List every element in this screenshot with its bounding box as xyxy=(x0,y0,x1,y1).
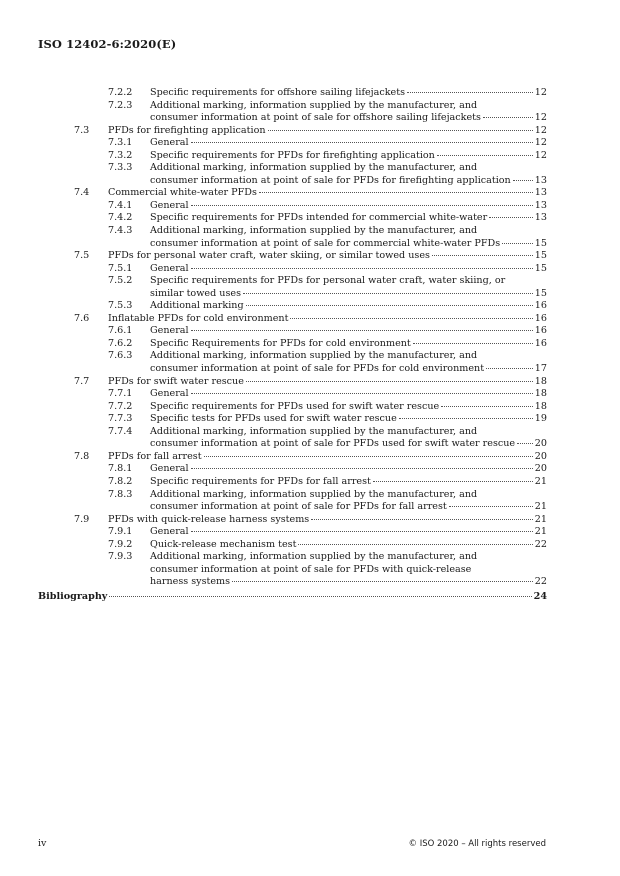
toc-entry-text-line: Quick-release mechanism test xyxy=(150,538,297,550)
toc-entry-page: 20 xyxy=(534,463,547,475)
toc-entry[interactable] xyxy=(0,263,620,276)
toc-entry[interactable] xyxy=(0,187,620,200)
toc-entry-number: 7.4.3 xyxy=(108,225,133,237)
toc-entry-title xyxy=(150,551,547,589)
toc-entry-title xyxy=(150,489,547,514)
toc-entry-bibliography[interactable] xyxy=(0,591,620,604)
toc-entry-text-line: Bibliography xyxy=(38,590,108,602)
toc-entry-text-line: Commercial white-water PFDs xyxy=(108,187,257,199)
toc-entry[interactable] xyxy=(0,275,620,300)
dot-leader xyxy=(449,506,533,507)
toc-entry[interactable] xyxy=(0,313,620,326)
toc-entry-number: 7.3.1 xyxy=(108,137,133,149)
toc-entry-text-line: Specific requirements for PFDs for fall arrest xyxy=(150,475,371,487)
toc-entry-page: 16 xyxy=(534,337,547,349)
toc-entry-text-line: consumer information at point of sale for PFDs for firefighting application xyxy=(150,174,511,186)
toc-entry-number: 7.4 xyxy=(74,187,90,199)
toc-entry-page: 13 xyxy=(534,212,547,224)
toc-entry[interactable] xyxy=(0,200,620,213)
toc-entry-number: 7.5.2 xyxy=(108,275,133,287)
dot-leader xyxy=(191,142,533,143)
toc-entry-number: 7.5 xyxy=(74,250,90,262)
toc-entry-title xyxy=(150,338,547,351)
dot-leader xyxy=(191,205,533,206)
dot-leader xyxy=(191,268,533,269)
toc-entry-text-line: Inflatable PFDs for cold environment xyxy=(108,312,289,324)
toc-entry-text-line: PFDs for fall arrest xyxy=(108,450,202,462)
toc-entry-page: 21 xyxy=(534,475,547,487)
toc-entry-text-line: Specific Requirements for PFDs for cold environment xyxy=(150,337,411,349)
toc-entry-title xyxy=(38,591,547,604)
toc-entry-title xyxy=(150,413,547,426)
dot-leader xyxy=(441,406,533,407)
toc-entry-number: 7.3 xyxy=(74,124,90,136)
toc-entry-title xyxy=(150,137,547,150)
toc-entry-title xyxy=(108,514,547,527)
toc-entry[interactable] xyxy=(0,300,620,313)
toc-entry-number: 7.3.3 xyxy=(108,162,133,174)
toc-entry-title xyxy=(150,263,547,276)
toc-entry-title xyxy=(108,313,547,326)
toc-entry-text-line: consumer information at point of sale for PFDs for cold environment xyxy=(150,363,485,375)
toc-entry-number: 7.9.1 xyxy=(108,526,133,538)
toc-entry-title xyxy=(108,125,547,138)
toc-entry-number: 7.7 xyxy=(74,375,90,387)
toc-entry-text-line: PFDs for swift water rescue xyxy=(108,375,244,387)
toc-entry-number: 7.6 xyxy=(74,312,90,324)
toc-entry-text-line: consumer information at point of sale for PFDs with quick-release xyxy=(150,563,472,575)
dot-leader xyxy=(311,519,533,520)
dot-leader xyxy=(246,305,533,306)
toc-entry[interactable] xyxy=(0,401,620,414)
toc-entry[interactable] xyxy=(0,376,620,389)
toc-entry-text-line: consumer information at point of sale for PFDs used for swift water rescue xyxy=(150,438,516,450)
dot-leader xyxy=(432,255,533,256)
toc-entry-text-line: PFDs for personal water craft, water skiing, or similar towed uses xyxy=(108,250,430,262)
toc-entry-number: 7.6.3 xyxy=(108,350,133,362)
toc-entry-title xyxy=(108,451,547,464)
dot-leader xyxy=(407,92,533,93)
toc-entry-text-line: Specific requirements for PFDs used for swift water rescue xyxy=(150,400,440,412)
toc-entry-page: 16 xyxy=(534,300,547,312)
dot-leader xyxy=(290,318,532,319)
toc-entry-text-line: General xyxy=(150,463,189,475)
toc-entry-page: 12 xyxy=(534,137,547,149)
dot-leader xyxy=(259,192,533,193)
toc-entry-text-line: PFDs with quick-release harness systems xyxy=(108,513,310,525)
toc-entry-number: 7.2.3 xyxy=(108,99,133,111)
toc-entry-title xyxy=(150,225,547,250)
dot-leader xyxy=(373,481,533,482)
dot-leader xyxy=(399,418,533,419)
toc-entry-text-line: General xyxy=(150,388,189,400)
toc-entry[interactable] xyxy=(0,413,620,426)
toc-entry-page: 21 xyxy=(534,501,547,513)
toc-entry-page: 22 xyxy=(534,576,547,588)
toc-entry-text-line: Additional marking, information supplied by the manufacturer, and xyxy=(150,225,478,237)
toc-entry[interactable] xyxy=(0,476,620,489)
dot-leader xyxy=(486,368,533,369)
toc-entry-number: 7.7.3 xyxy=(108,413,133,425)
dot-leader xyxy=(191,393,533,394)
toc-entry-page: 24 xyxy=(533,590,547,602)
toc-entry-text-line: consumer information at point of sale for commercial white-water PFDs xyxy=(150,237,501,249)
toc-entry[interactable] xyxy=(0,426,620,451)
toc-entry-number: 7.5.3 xyxy=(108,300,133,312)
dot-leader xyxy=(243,293,533,294)
toc-entry-text-line: General xyxy=(150,137,189,149)
document-id-header: ISO 12402-6:2020(E) xyxy=(38,37,177,51)
toc-entry-title xyxy=(150,350,547,375)
dot-leader xyxy=(109,596,531,597)
dot-leader xyxy=(268,130,533,131)
toc-entry-page: 12 xyxy=(534,149,547,161)
toc-entry[interactable] xyxy=(0,388,620,401)
toc-entry-page: 12 xyxy=(534,87,547,98)
toc-entry-number: 7.8 xyxy=(74,450,90,462)
toc-entry-number: 7.2.2 xyxy=(108,87,133,98)
dot-leader xyxy=(191,531,533,532)
toc-entry-title xyxy=(150,526,547,539)
toc-entry-number: 7.7.2 xyxy=(108,400,133,412)
toc-entry-number: 7.6.1 xyxy=(108,325,133,337)
toc-entry[interactable] xyxy=(0,137,620,150)
dot-leader xyxy=(489,217,533,218)
toc-entry-page: 16 xyxy=(534,325,547,337)
toc-entry-text-line: Additional marking, information supplied by the manufacturer, and xyxy=(150,425,478,437)
dot-leader xyxy=(413,343,533,344)
toc-entry-text-line: Specific requirements for PFDs intended for commercial white-water xyxy=(150,212,488,224)
toc-entry-page: 13 xyxy=(534,174,547,186)
toc-entry-number: 7.4.1 xyxy=(108,199,133,211)
toc-entry-title xyxy=(150,100,547,125)
toc-entry-text-line: Specific tests for PFDs used for swift water rescue xyxy=(150,413,397,425)
dot-leader xyxy=(191,330,533,331)
toc-entry-page: 15 xyxy=(534,262,547,274)
toc-entry-title xyxy=(108,250,547,263)
dot-leader xyxy=(513,180,533,181)
toc-entry[interactable] xyxy=(0,87,620,100)
toc-entry[interactable] xyxy=(0,150,620,163)
toc-entry-page: 21 xyxy=(534,526,547,538)
toc-entry[interactable] xyxy=(0,212,620,225)
toc-entry-text-line: consumer information at point of sale for offshore sailing lifejackets xyxy=(150,112,481,124)
toc-entry-number: 7.8.2 xyxy=(108,475,133,487)
toc-entry-page: 13 xyxy=(534,199,547,211)
table-of-contents xyxy=(0,87,620,603)
toc-entry-title xyxy=(150,539,547,552)
toc-entry[interactable] xyxy=(0,250,620,263)
toc-entry[interactable] xyxy=(0,325,620,338)
toc-entry-text-line: harness systems xyxy=(150,576,231,588)
toc-entry-text-line: General xyxy=(150,526,189,538)
toc-entry[interactable] xyxy=(0,350,620,375)
toc-entry-title xyxy=(150,300,547,313)
toc-entry-page: 20 xyxy=(534,438,547,450)
toc-entry[interactable] xyxy=(0,100,620,125)
toc-entry-title xyxy=(150,463,547,476)
toc-entry-page: 12 xyxy=(534,112,547,124)
toc-entry-page: 15 xyxy=(534,237,547,249)
toc-entry-title xyxy=(150,150,547,163)
toc-entry-page: 18 xyxy=(534,388,547,400)
toc-entry[interactable] xyxy=(0,225,620,250)
toc-entry-title xyxy=(150,325,547,338)
toc-entry-text-line: Specific requirements for PFDs for firefighting application xyxy=(150,149,435,161)
toc-entry-text-line: General xyxy=(150,262,189,274)
toc-entry-page: 21 xyxy=(534,513,547,525)
toc-entry-page: 22 xyxy=(534,538,547,550)
toc-entry-number: 7.9.2 xyxy=(108,538,133,550)
toc-entry-page: 13 xyxy=(534,187,547,199)
toc-entry-page: 15 xyxy=(534,250,547,262)
toc-entry-number: 7.9 xyxy=(74,513,90,525)
toc-entry-title xyxy=(150,200,547,213)
toc-entry-page: 12 xyxy=(534,124,547,136)
dot-leader xyxy=(502,243,533,244)
toc-entry-title xyxy=(150,388,547,401)
dot-leader xyxy=(483,117,533,118)
toc-entry-text-line: Additional marking, information supplied by the manufacturer, and xyxy=(150,162,478,174)
toc-entry-text-line: Specific requirements for PFDs for personal water craft, water skiing, or xyxy=(150,275,506,287)
dot-leader xyxy=(517,443,533,444)
toc-entry-title xyxy=(150,401,547,414)
toc-entry-title xyxy=(150,426,547,451)
toc-entry-number: 7.8.1 xyxy=(108,463,133,475)
dot-leader xyxy=(191,468,533,469)
toc-entry-page: 19 xyxy=(534,413,547,425)
toc-entry-number: 7.5.1 xyxy=(108,262,133,274)
toc-entry[interactable] xyxy=(0,338,620,351)
toc-entry-title xyxy=(150,212,547,225)
toc-entry-text-line: General xyxy=(150,199,189,211)
toc-entry[interactable] xyxy=(0,162,620,187)
toc-entry-text-line: Additional marking, information supplied by the manufacturer, and xyxy=(150,551,478,563)
toc-entry-page: 18 xyxy=(534,400,547,412)
toc-entry-page: 17 xyxy=(534,363,547,375)
dot-leader xyxy=(204,456,533,457)
toc-entry-page: 16 xyxy=(534,312,547,324)
toc-entry-title xyxy=(108,187,547,200)
toc-entry[interactable] xyxy=(0,463,620,476)
dot-leader xyxy=(246,381,533,382)
dot-leader xyxy=(437,155,533,156)
toc-entry[interactable] xyxy=(0,514,620,527)
toc-entry-number: 7.7.1 xyxy=(108,388,133,400)
toc-entry[interactable] xyxy=(0,451,620,464)
toc-entry-text-line: Additional marking xyxy=(150,300,244,312)
toc-entry-text-line: Additional marking, information supplied by the manufacturer, and xyxy=(150,488,478,500)
copyright-notice: © ISO 2020 – All rights reserved xyxy=(408,839,546,849)
toc-entry-title xyxy=(150,87,547,100)
toc-entry[interactable] xyxy=(0,551,620,589)
toc-entry-number: 7.9.3 xyxy=(108,551,133,563)
toc-entry-title xyxy=(150,275,547,300)
toc-entry-text-line: Additional marking, information supplied by the manufacturer, and xyxy=(150,99,478,111)
toc-entry-text-line: General xyxy=(150,325,189,337)
toc-entry-number: 7.4.2 xyxy=(108,212,133,224)
dot-leader xyxy=(232,581,533,582)
toc-entry[interactable] xyxy=(0,526,620,539)
dot-leader xyxy=(298,544,532,545)
toc-entry-number: 7.6.2 xyxy=(108,337,133,349)
toc-entry[interactable] xyxy=(0,539,620,552)
toc-entry-page: 20 xyxy=(534,450,547,462)
toc-entry-number: 7.8.3 xyxy=(108,488,133,500)
toc-entry-text-line: Additional marking, information supplied by the manufacturer, and xyxy=(150,350,478,362)
toc-entry[interactable] xyxy=(0,125,620,138)
toc-entry-title xyxy=(108,376,547,389)
toc-entry-title xyxy=(150,162,547,187)
toc-entry-title xyxy=(150,476,547,489)
toc-entry-page: 18 xyxy=(534,375,547,387)
toc-entry-text-line: consumer information at point of sale for PFDs for fall arrest xyxy=(150,501,447,513)
toc-entry-page: 15 xyxy=(534,287,547,299)
toc-entry-text-line: PFDs for firefighting application xyxy=(108,124,266,136)
toc-entry-number: 7.7.4 xyxy=(108,425,133,437)
page-number: iv xyxy=(38,838,47,849)
toc-entry-text-line: Specific requirements for offshore sailing lifejackets xyxy=(150,87,406,98)
toc-entry-number: 7.3.2 xyxy=(108,149,133,161)
toc-entry-text-line: similar towed uses xyxy=(150,287,241,299)
toc-entry[interactable] xyxy=(0,489,620,514)
